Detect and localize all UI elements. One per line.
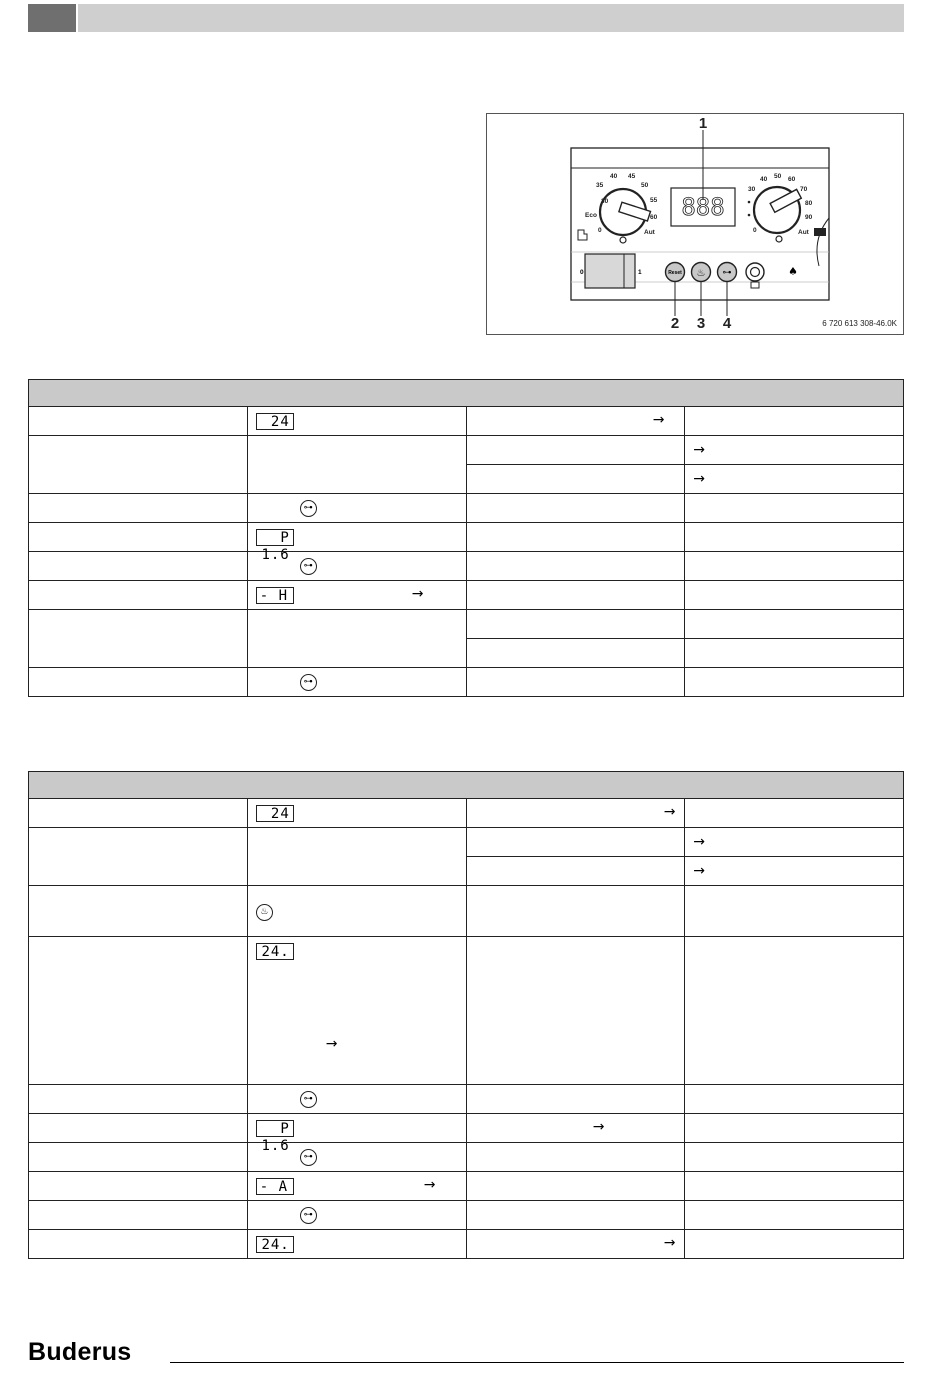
left-dial-label: Eco — [585, 212, 597, 219]
right-dial-label: 0 — [753, 227, 757, 234]
arrow-icon: → — [652, 412, 665, 428]
callout-2: 2 — [670, 315, 680, 332]
svg-text:♠: ♠ — [788, 265, 798, 278]
callout-1: 1 — [698, 115, 708, 132]
callout-4: 4 — [722, 315, 732, 332]
wrench-button-icon: ⊶ — [300, 558, 317, 575]
wrench-button-icon: ⊶ — [300, 1207, 317, 1224]
procedure-table-2 — [28, 771, 904, 1259]
right-dial-label: 60 — [788, 176, 796, 183]
right-dial-label: 50 — [774, 173, 782, 180]
table-header — [29, 772, 904, 799]
left-dial-label: 35 — [596, 182, 604, 189]
brand-logo: Buderus — [28, 1338, 132, 1366]
table-row — [29, 1230, 904, 1259]
reset-button-label: Reset — [668, 270, 682, 276]
arrow-icon: → — [693, 834, 705, 850]
wrench-button-icon: ⊶ — [300, 1149, 317, 1166]
lcd-display: P 1.6 — [256, 1120, 294, 1137]
arrow-icon: → — [325, 1036, 338, 1052]
table-row — [29, 407, 904, 436]
lcd-display: 24 — [256, 413, 294, 430]
left-dial-label: 45 — [628, 173, 636, 180]
table-row — [29, 1143, 904, 1172]
arrow-icon: → — [693, 863, 705, 879]
left-dial-label: 40 — [610, 173, 618, 180]
display-digits: 888 — [681, 193, 725, 221]
right-dial-label: 40 — [760, 176, 768, 183]
arrow-icon: → — [693, 442, 705, 458]
table-row — [29, 886, 904, 937]
lcd-display: - H — [256, 587, 294, 604]
table-row — [29, 1114, 904, 1143]
table-row — [29, 581, 904, 610]
table-header — [29, 380, 904, 407]
wrench-button-icon: ⊶ — [300, 1091, 317, 1108]
procedure-table-1 — [28, 379, 904, 697]
wrench-button-icon: ⊶ — [300, 674, 317, 691]
wrench-button-icon: ⊶ — [300, 500, 317, 517]
right-dial-label: 90 — [805, 214, 813, 221]
table-row — [29, 552, 904, 581]
switch-label-1: 1 — [638, 269, 642, 276]
lcd-display: 24. — [256, 1236, 294, 1253]
table-row — [29, 1085, 904, 1114]
right-dial-label: 30 — [748, 186, 756, 193]
figure-code: 6 720 613 308-46.0K — [822, 319, 897, 328]
chapter-tab — [28, 4, 76, 32]
arrow-icon: → — [423, 1177, 436, 1193]
svg-text:♨: ♨ — [696, 268, 706, 279]
left-dial-label: 55 — [650, 197, 658, 204]
right-dial-label: 80 — [805, 200, 813, 207]
table-row — [29, 799, 904, 828]
footer-rule — [170, 1362, 904, 1363]
arrow-icon: → — [693, 471, 705, 487]
table-row — [29, 610, 904, 639]
lcd-display: 24 — [256, 805, 294, 822]
table-row — [29, 1172, 904, 1201]
control-panel-drawing — [487, 114, 905, 336]
svg-text:⊶: ⊶ — [722, 268, 732, 278]
control-panel-figure — [486, 113, 904, 335]
arrow-icon: → — [592, 1119, 605, 1135]
arrow-icon: → — [663, 804, 676, 820]
lcd-display: 24. — [256, 943, 294, 960]
left-dial-label: 0 — [598, 227, 602, 234]
lcd-display: - A — [256, 1178, 294, 1195]
right-dial-label: Aut — [798, 229, 809, 236]
left-dial-label: Aut — [644, 229, 655, 236]
arrow-icon: → — [411, 586, 424, 602]
chimney-sweep-button-icon: ♨ — [256, 904, 273, 921]
switch-label-0: 0 — [580, 269, 584, 276]
header-bar — [78, 4, 904, 32]
left-dial-label: 30 — [601, 198, 609, 205]
table-row — [29, 937, 904, 1085]
table-row — [29, 436, 904, 465]
table-row — [29, 668, 904, 697]
right-dial-label: 70 — [800, 186, 808, 193]
callout-3: 3 — [696, 315, 706, 332]
lcd-display: P 1.6 — [256, 529, 294, 546]
left-dial-label: 60 — [650, 214, 658, 221]
arrow-icon: → — [663, 1235, 676, 1251]
table-row — [29, 828, 904, 857]
table-row — [29, 523, 904, 552]
left-dial-label: 50 — [641, 182, 649, 189]
table-row — [29, 494, 904, 523]
table-row — [29, 1201, 904, 1230]
